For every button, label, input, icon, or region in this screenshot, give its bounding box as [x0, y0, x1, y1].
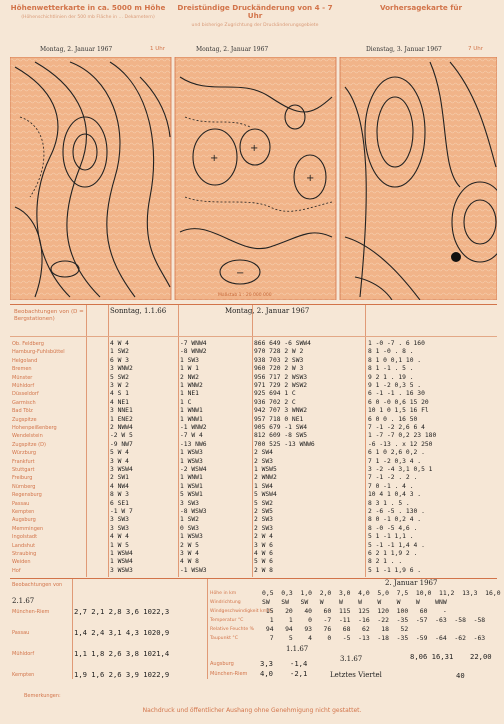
- grid-label: Taupunkt °C: [210, 636, 238, 641]
- row-values-c: 960 720 2 W 3: [254, 365, 304, 373]
- station-name: Mühldorf: [12, 383, 35, 389]
- map3-date: Dienstag, 3. Januar 1967: [366, 46, 442, 53]
- row-values-b: 1 SW2: [180, 516, 199, 524]
- remarks-label: Bemerkungen:: [24, 693, 61, 699]
- station-name: Passau: [12, 500, 30, 507]
- bottom-station: Passau: [12, 630, 30, 636]
- row-values-a: 3 W 2: [110, 382, 129, 389]
- row-values-b: 1 C: [180, 398, 192, 406]
- row-values-d: 1 -7 -7 0,2 23 180: [368, 432, 437, 440]
- row-values-c: 970 728 2 W 2: [254, 348, 304, 356]
- grid-label: Windrichtung: [210, 600, 241, 605]
- bottom-values: 1,9 1,6 2,6 3,9 1022,9: [74, 670, 170, 679]
- row-values-b: 1 WSW3: [180, 449, 203, 457]
- row-values-b: 2 NW2: [180, 373, 199, 381]
- row-values-c: 2 W 8: [254, 566, 273, 574]
- row-values-b: 1 WSW3: [180, 533, 203, 541]
- hours-value: 40: [456, 671, 465, 680]
- station-name: Frankfurt: [12, 458, 35, 465]
- row-values-d: 6 0 -0 0,6 15 20: [368, 398, 429, 406]
- row-values-d: 5 1 -1 1,1 .: [368, 533, 414, 541]
- station-name: Ingolstadt: [12, 534, 38, 541]
- row-values-a: 1 WSW4: [110, 558, 133, 566]
- map-upper-air: [10, 57, 171, 300]
- svg-text:+: +: [210, 153, 219, 164]
- station-name: Nürnberg: [12, 483, 36, 490]
- small-station-2: München-Riem: [210, 671, 248, 677]
- row-values-d: 5 1 -1 1,9 6 .: [368, 566, 422, 574]
- station-name: Garmisch: [12, 399, 36, 406]
- header-pressure-change: [175, 4, 335, 30]
- grid-row: 1 1 0 -7 -11 -16 -22 -35 -57 -63 -58 -58: [262, 616, 486, 624]
- svg-text:−: −: [236, 268, 245, 279]
- row-values-b: 1 WNW1: [180, 474, 203, 482]
- row-values-c: 905 679 -1 SW4: [254, 424, 308, 431]
- row-values-b: -8 WNW2: [180, 348, 207, 356]
- row-values-d: 6 0 0 . 16 50: [368, 415, 418, 423]
- grid-row: 94 94 93 76 68 62 18 52: [262, 625, 409, 633]
- weather-maps: [10, 57, 497, 300]
- row-values-b: -1 WSW3: [180, 566, 207, 574]
- row-values-a: 3 WSW3: [110, 566, 133, 574]
- row-values-d: 8 2 1 . .: [368, 558, 403, 566]
- station-name: Helgoland: [12, 357, 38, 364]
- row-values-b: 5 WSW1: [180, 491, 203, 499]
- row-values-c: 936 702 2 C: [254, 398, 296, 406]
- moon-phase: Letztes Viertel: [330, 671, 382, 679]
- small-val-b2: -2,1: [290, 669, 308, 678]
- map-forecast: [340, 57, 497, 300]
- station-name: Hamburg-Fuhlsbüttel: [12, 349, 65, 356]
- bottom-section: [10, 578, 501, 699]
- row-values-b: 2 W 5: [180, 541, 199, 549]
- row-values-d: 5 -1 -1 1,4 4 .: [368, 541, 425, 549]
- row-values-d: 8 -0 -5 4,6 .: [368, 524, 418, 532]
- row-values-c: 1 WSW5: [254, 466, 277, 473]
- station-name: Bremen: [12, 366, 32, 373]
- bottom-day-label: 2. Januar 1967: [385, 579, 438, 587]
- row-values-a: 4 W 4: [110, 533, 129, 541]
- row-values-d: 1 -0 -7 . 6 160: [368, 340, 425, 347]
- row-values-d: 9 2 1 . 19 .: [368, 373, 414, 381]
- bottom-station: München-Riem: [12, 609, 50, 615]
- sun-times: 8,06 16,31: [410, 652, 454, 661]
- row-values-d: 10 4 1 0,4 3 .: [368, 491, 422, 499]
- row-values-c: 2 SW3: [254, 516, 273, 524]
- station-name: Regensburg: [12, 492, 42, 499]
- row-values-a: 3 WNW2: [110, 365, 133, 373]
- station-name: Memmingen: [12, 525, 44, 532]
- row-values-c: 2 SW3: [254, 524, 273, 532]
- row-values-d: -6 -13 . x 12 250: [368, 440, 433, 448]
- station-name: Straubing: [12, 551, 37, 557]
- row-values-b: 1 SW3: [180, 356, 199, 364]
- table-date-prev: Sonntag, 1.1.66: [110, 307, 167, 315]
- row-values-c: 2 SW4: [254, 449, 273, 457]
- table-date-main: Montag, 2. Januar 1967: [225, 307, 310, 315]
- row-values-b: -8 WSW3: [180, 508, 207, 515]
- row-values-a: 2 NWW4: [110, 424, 133, 431]
- row-values-b: 1 WSW3: [180, 457, 203, 465]
- header-upper-air-sub: (Höhenschichtlinien der 500 mb Fläche in … Dekametern): [21, 15, 155, 20]
- row-values-b: 1 WSW1: [180, 482, 203, 490]
- prev-date: 1.1.67: [286, 645, 309, 653]
- station-name: Hof: [12, 567, 21, 574]
- table-row: [10, 566, 497, 576]
- row-values-d: 6 -1 -1 . 16 30: [368, 390, 425, 398]
- sun-time-end: 22,00: [470, 652, 492, 661]
- row-values-d: 7 1 -2 0,3 4 .: [368, 457, 422, 465]
- row-values-d: 8 1 -1 . 5 .: [368, 365, 414, 373]
- row-values-c: 5 WSW4: [254, 491, 277, 499]
- row-values-d: 8 1 0 0,1 10 .: [368, 356, 422, 364]
- row-values-a: 3 W 4: [110, 457, 129, 465]
- grid-row: 0,5 0,3 1,0 2,0 3,0 4,0 5,0 7,5 10,0 11,2 13,3 16,0: [262, 589, 501, 597]
- bottom-values: 1,4 2,4 3,1 4,3 1020,9: [74, 628, 170, 637]
- row-values-c: 3 W 6: [254, 541, 273, 549]
- row-values-a: 6 W 3: [110, 356, 129, 364]
- station-name: Wendelstein: [12, 433, 43, 440]
- header-forecast: [342, 4, 500, 12]
- grid-row: SW SW SW W W W W W W WNW: [262, 598, 447, 606]
- row-values-d: 9 1 -2 0,3 5 .: [368, 382, 422, 389]
- station-name: Weiden: [12, 559, 31, 566]
- row-values-d: 2 -6 -5 . 130 .: [368, 508, 425, 515]
- grid-row: 7 5 4 0 -5 -13 -18 -35 -59 -64 -62 -63: [262, 634, 486, 642]
- row-values-d: 7 0 -1 . 4 .: [368, 482, 414, 490]
- row-values-b: -2 WSW4: [180, 466, 207, 473]
- row-values-c: 942 707 3 WNW2: [254, 407, 308, 415]
- row-values-a: 3 SW3: [110, 524, 129, 532]
- grid-label: Höhe in km: [210, 591, 237, 596]
- row-values-b: 1 W 1: [180, 365, 199, 373]
- row-values-b: 3 W 4: [180, 550, 199, 557]
- grid-row: 15 20 40 60 115 125 120 100 60 -: [262, 607, 447, 615]
- row-values-a: 4 NE1: [110, 398, 129, 406]
- row-values-a: 1 WSW4: [110, 550, 133, 557]
- row-values-b: 1 NE1: [180, 390, 199, 398]
- grid-label: Relative Feuchte %: [210, 627, 255, 632]
- row-values-b: 1 WNW1: [180, 415, 203, 423]
- row-values-d: 8 3 1 . 5 .: [368, 499, 410, 507]
- row-values-a: 3 SW3: [110, 516, 129, 524]
- station-name: Münster: [12, 374, 33, 381]
- station-name: Stuttgart: [12, 467, 35, 473]
- row-values-c: 812 609 -8 SW5: [254, 432, 308, 440]
- row-values-a: -2 W 5: [110, 432, 133, 440]
- row-values-c: 1 SW4: [254, 482, 273, 490]
- row-values-c: 956 717 2 WSW3: [254, 373, 308, 381]
- row-values-b: -7 W 4: [180, 432, 203, 440]
- small-station-1: Augsburg: [210, 661, 234, 667]
- row-values-a: 5 SW2: [110, 373, 129, 381]
- station-name: Ob. Feldberg: [12, 341, 44, 347]
- grid-label: Windgeschwindigkeit km/h: [210, 609, 272, 614]
- row-values-a: 6 SE1: [110, 499, 129, 507]
- row-values-a: -9 NW7: [110, 440, 133, 448]
- row-values-b: -1 WNW2: [180, 424, 207, 431]
- row-values-c: 866 649 -6 SWW4: [254, 340, 311, 347]
- row-values-d: 8 0 -1 0,2 4 .: [368, 516, 422, 524]
- row-values-c: 938 703 2 SW3: [254, 356, 304, 364]
- row-values-d: 10 1 0 1,5 16 Fl: [368, 407, 429, 415]
- row-values-a: 4 NW4: [110, 482, 129, 490]
- station-name: Zugspitze (D): [12, 441, 46, 448]
- row-values-c: 2 W 4: [254, 533, 273, 541]
- map2-date: Montag, 2. Januar 1967: [196, 46, 269, 53]
- row-values-b: 0 SW3: [180, 524, 199, 532]
- row-values-c: 2 SW5: [254, 508, 273, 515]
- small-val-b1: -1,4: [290, 659, 308, 668]
- header-forecast-title: Vorhersagekarte für: [379, 3, 463, 12]
- row-values-a: 1 W 5: [110, 541, 129, 549]
- prev-date-2: 3.1.67: [340, 655, 363, 663]
- station-name: Würzburg: [12, 450, 37, 457]
- small-val-a2: 4,0: [260, 669, 273, 678]
- row-values-a: 3 WSW4: [110, 466, 133, 473]
- row-values-c: 2 WNW2: [254, 474, 277, 482]
- row-values-a: 4 S 1: [110, 390, 129, 398]
- row-values-a: 3 NNE1: [110, 407, 133, 415]
- row-values-d: 3 -2 -4 3,1 0,5 1: [368, 466, 433, 473]
- footer-note: Nachdruck und öffentlicher Aushang ohne Genehmigung nicht gestattet.: [142, 707, 362, 714]
- row-values-c: 5 SW2: [254, 499, 273, 507]
- bottom-values: 1,1 1,8 2,6 3,8 1021,4: [74, 649, 170, 658]
- station-name: Augsburg: [12, 517, 36, 524]
- header-upper-air-title: Höhenwetterkarte in ca. 5000 m Höhe: [10, 3, 166, 12]
- map1-time: 1 Uhr: [150, 46, 166, 52]
- svg-text:+: +: [306, 173, 315, 184]
- row-values-b: -7 WNW4: [180, 340, 207, 347]
- row-values-d: 7 -1 -2 2,6 6 4: [368, 424, 425, 431]
- bottom-station: Mühldorf: [12, 651, 35, 657]
- row-values-d: 6 1 0 2,6 0,2 .: [368, 449, 425, 457]
- bottom-station-header: Beobachtungen von: [12, 582, 63, 588]
- row-values-d: 8 1 -0 . 8 .: [368, 348, 414, 356]
- row-values-a: 5 W 4: [110, 449, 129, 457]
- row-values-a: 1 SW2: [110, 348, 129, 356]
- table-station-header: Beobachtungen von (D = Bergstationen): [14, 309, 84, 322]
- row-values-c: 971 729 2 WSW2: [254, 382, 308, 389]
- row-values-d: 6 2 1 1,9 2 .: [368, 550, 418, 557]
- small-val-a1: 3,3: [260, 659, 273, 668]
- map-credit: Maßstab 1 : 20 000 000: [218, 293, 272, 298]
- row-values-b: 1 WNW1: [180, 407, 203, 415]
- row-values-c: 5 W 6: [254, 558, 273, 566]
- station-name: Hohenpeißenberg: [12, 425, 57, 431]
- row-values-c: 4 W 6: [254, 550, 273, 557]
- grid-label: Temperatur °C: [210, 618, 244, 623]
- station-name: Kempten: [12, 509, 35, 515]
- station-name: Landshut: [12, 542, 36, 549]
- map-pressure-change: [175, 57, 336, 300]
- svg-text:+: +: [250, 143, 259, 154]
- row-values-a: 8 W 3: [110, 491, 129, 499]
- header-upper-air: [8, 4, 168, 22]
- station-name: Bad Tölz: [12, 408, 33, 415]
- bottom-values: 2,7 2,1 2,8 3,6 1022,3: [74, 607, 170, 616]
- row-values-c: 2 SW3: [254, 457, 273, 465]
- bottom-prev-label: 2.1.67: [12, 597, 35, 605]
- station-name: Freiburg: [12, 475, 33, 482]
- map3-time: 7 Uhr: [468, 46, 484, 52]
- station-name: Düsseldorf: [12, 391, 39, 398]
- map1-date: Montag, 2. Januar 1967: [40, 46, 113, 53]
- row-values-c: 957 718 0 NE1: [254, 415, 304, 423]
- row-values-b: 1 WNW2: [180, 382, 203, 389]
- row-values-a: 1 ENE2: [110, 415, 133, 423]
- row-values-d: 7 -1 -2 . 2 .: [368, 474, 418, 482]
- row-values-c: 700 525 -13 WNW6: [254, 440, 315, 448]
- observations-table: [10, 304, 497, 577]
- row-values-b: 3 SW3: [180, 499, 199, 507]
- bottom-station: Kempten: [12, 672, 35, 678]
- station-name: Zugspitze: [12, 416, 37, 423]
- row-values-b: 4 W 8: [180, 558, 199, 566]
- header-pressure-change-sub: und bisherige Zugrichtung der Druckänderungsgebiete: [191, 23, 319, 28]
- row-values-a: 4 W 4: [110, 340, 129, 347]
- header-pressure-change-title: Dreistündige Druckänderung von 4 - 7 Uhr: [177, 3, 333, 20]
- row-values-c: 925 694 1 C: [254, 390, 296, 398]
- row-values-a: -1 W 7: [110, 508, 133, 515]
- row-values-b: -13 NW6: [180, 440, 207, 448]
- row-values-a: 2 SW1: [110, 474, 129, 482]
